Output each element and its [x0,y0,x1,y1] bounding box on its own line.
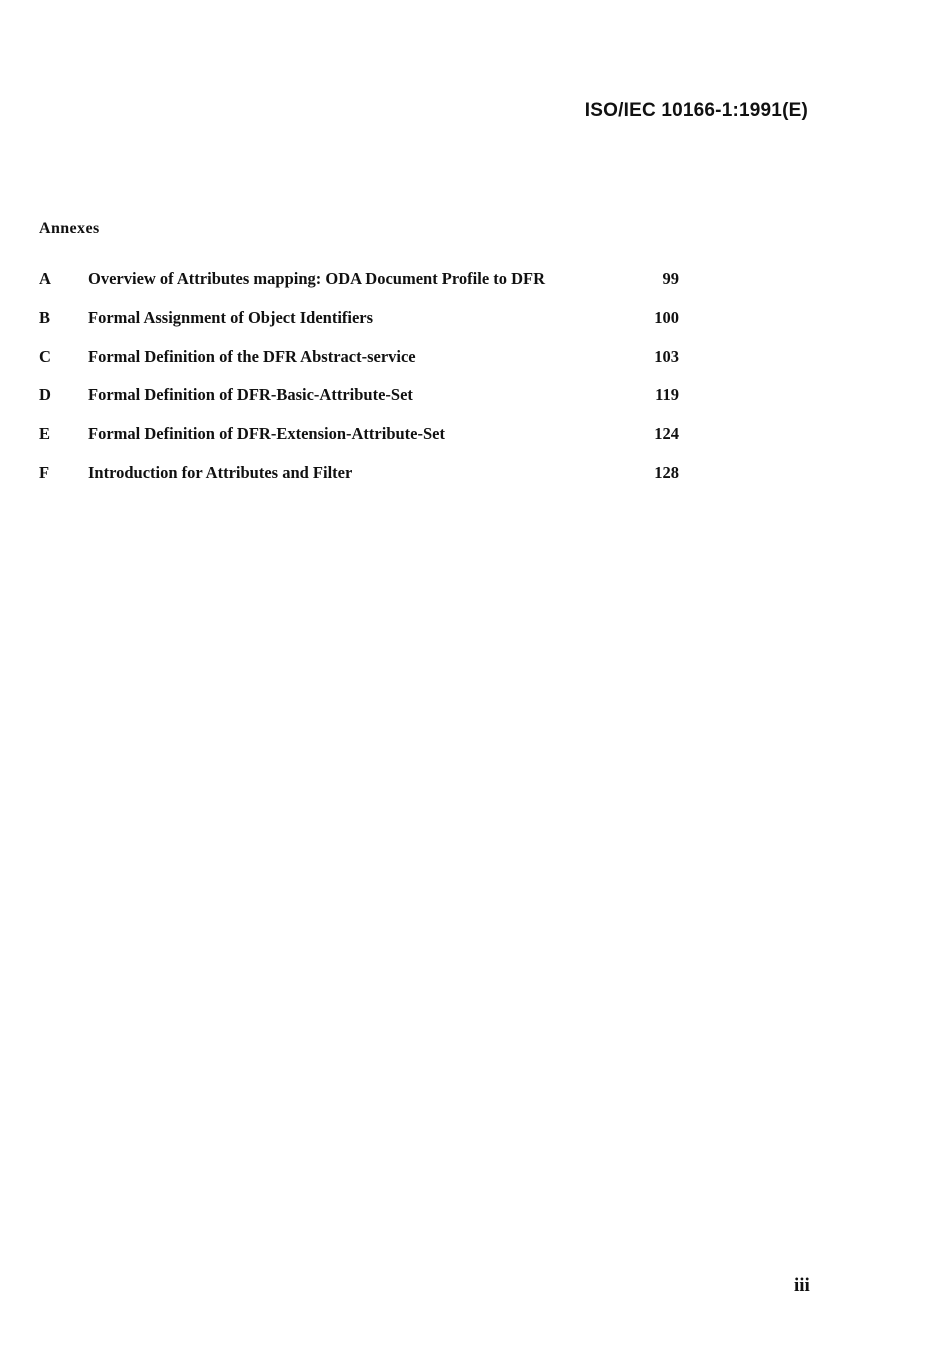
annex-entry-f [39,463,679,502]
page-number: iii [794,1275,810,1296]
annex-entry-d [39,385,679,424]
annex-page-number: 99 [662,269,679,288]
annex-letter: E [39,424,51,444]
annex-list [39,269,679,502]
annex-page-number: 100 [654,307,679,327]
annex-page-number: 124 [654,424,679,444]
annex-letter: C [39,346,51,366]
annex-title: Formal Definition of the DFR Abstract-service [88,346,416,366]
annex-title: Formal Definition of DFR-Extension-Attribute-Set [88,424,445,444]
annex-letter: D [39,385,51,405]
annex-title: Overview of Attributes mapping: ODA Document Profile to DFR [88,269,546,288]
annex-page-number: 103 [654,346,679,366]
annex-title: Introduction for Attributes and Filter [88,462,353,482]
document-identifier: ISO/IEC 10166-1:1991(E) [584,100,808,121]
annex-page-number: 128 [654,462,679,482]
annexes-heading: Annexes [39,220,100,237]
annex-entry-e [39,424,679,463]
annex-letter: B [39,307,51,327]
annex-letter: F [39,462,50,482]
annex-entry-a [39,269,679,308]
annex-title: Formal Assignment of Object Identifiers [88,307,374,327]
annex-entry-b [39,308,679,347]
annex-entry-c [39,347,679,386]
annex-title: Formal Definition of DFR-Basic-Attribute-Set [88,385,413,405]
annex-page-number: 119 [655,385,679,405]
annex-letter: A [39,269,51,288]
